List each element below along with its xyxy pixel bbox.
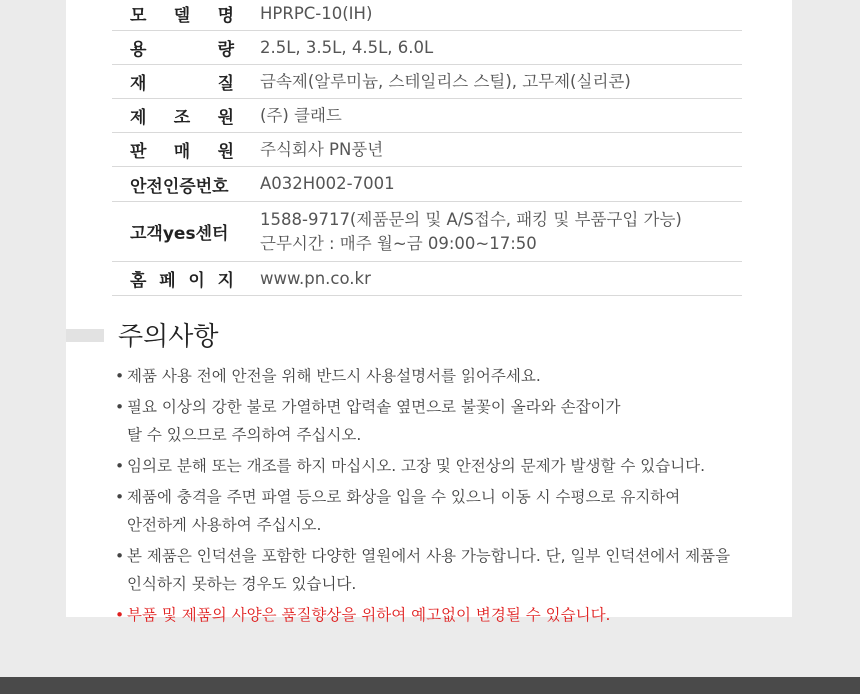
caution-list: [115, 362, 755, 632]
caution-title: 주의사항: [118, 322, 219, 352]
spec-row-homepage: [112, 262, 742, 296]
spec-value: (주) 클래드: [260, 105, 342, 125]
spec-value: [234, 208, 682, 256]
caution-item: • 임의로 분해 또는 개조를 하지 마십시오. 고장 및 안전상의 문제가 발생할 수 있습니다.: [115, 452, 755, 480]
spec-value: 주식회사 PN풍년: [260, 139, 384, 159]
spec-row-cert: [112, 167, 742, 202]
spec-row-capacity: [112, 31, 742, 65]
homepage-link[interactable]: www.pn.co.kr: [260, 268, 371, 288]
spec-label: 고객yes센터: [130, 224, 229, 244]
spec-label: 홈 페 이 지: [130, 271, 234, 291]
spec-row-manufacturer: [112, 99, 742, 133]
bullet: •: [115, 367, 125, 385]
spec-label: 판 매 원: [130, 142, 234, 162]
bullet: •: [115, 547, 125, 565]
bullet: •: [115, 606, 125, 624]
section-accent-bar: [66, 329, 104, 342]
bullet: •: [115, 398, 125, 416]
footer-bar: [0, 677, 860, 694]
spec-row-model: [112, 0, 742, 31]
spec-row-seller: [112, 133, 742, 167]
support-hours: 근무시간 : 매주 월~금 09:00~17:50: [260, 233, 537, 253]
caution-item: • 제품 사용 전에 안전을 위해 반드시 사용설명서를 읽어주세요.: [115, 362, 755, 390]
support-phone: 1588-9717(제품문의 및 A/S접수, 패킹 및 부품구입 가능): [260, 209, 682, 229]
caution-item-warning: • 부품 및 제품의 사양은 품질향상을 위하여 예고없이 변경될 수 있습니다.: [115, 601, 755, 629]
spec-row-customer-center: [112, 202, 742, 262]
spec-row-material: [112, 65, 742, 99]
spec-value: A032H002-7001: [260, 174, 395, 193]
caution-item: • 본 제품은 인덕션을 포함한 다양한 열원에서 사용 가능합니다. 단, 일부 인덕션에서 제품을 인식하지 못하는 경우도 있습니다.: [115, 542, 755, 598]
caution-item: • 제품에 충격을 주면 파열 등으로 화상을 입을 수 있으니 이동 시 수평으로 유지하여 안전하게 사용하여 주십시오.: [115, 483, 755, 539]
bullet: •: [115, 457, 125, 475]
spec-label: 용 량: [130, 40, 234, 60]
spec-label: 모 델 명: [130, 6, 234, 26]
spec-label: 안전인증번호: [130, 176, 229, 197]
spec-table: [112, 0, 742, 296]
spec-value: HPRPC-10(IH): [260, 4, 373, 23]
spec-label: 제 조 원: [130, 108, 234, 128]
spec-value: 금속제(알루미늄, 스테일리스 스틸), 고무제(실리콘): [260, 71, 631, 91]
caution-item: • 필요 이상의 강한 불로 가열하면 압력솥 옆면으로 불꽃이 올라와 손잡이가 탈 수 있으므로 주의하여 주십시오.: [115, 393, 755, 449]
spec-value: 2.5L, 3.5L, 4.5L, 6.0L: [260, 37, 434, 57]
bullet: •: [115, 488, 125, 506]
spec-label: 재 질: [130, 74, 234, 94]
